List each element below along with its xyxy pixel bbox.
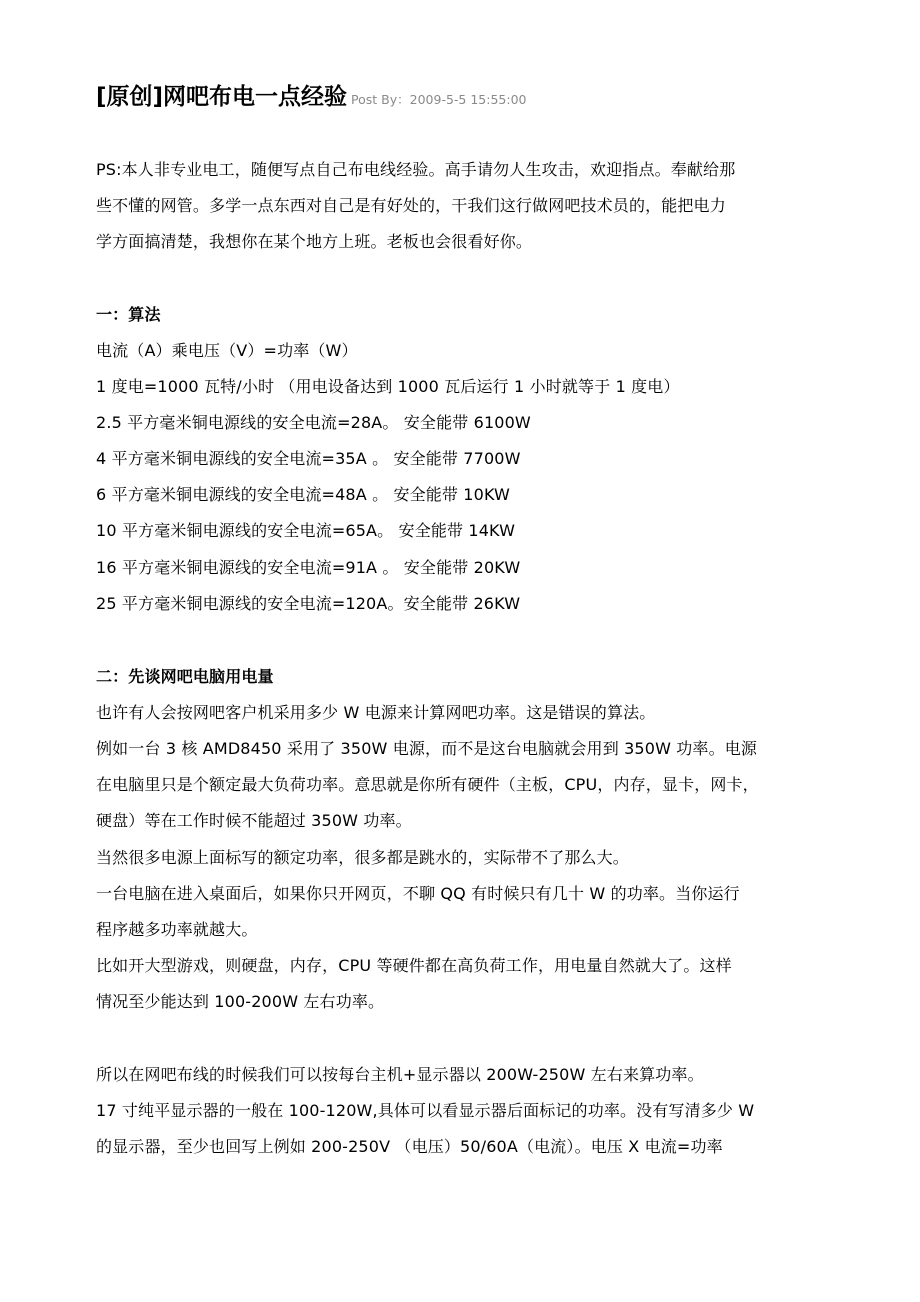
- title-row: [96, 78, 526, 111]
- body-line: 也许有人会按网吧客户机采用多少 W 电源来计算网吧功率。这是错误的算法。: [96, 703, 656, 722]
- body-line: 程序越多功率就越大。: [96, 920, 258, 939]
- document-title: [原创]网吧布电一点经验: [96, 84, 348, 110]
- body-line: 情况至少能达到 100-200W 左右功率。: [96, 992, 385, 1011]
- body-line: 1 度电=1000 瓦特/小时 （用电设备达到 1000 瓦后运行 1 小时就等于 1 度电）: [96, 377, 680, 396]
- intro-line: PS:本人非专业电工，随便写点自己布电线经验。高手请勿人生攻击，欢迎指点。奉献给那: [96, 160, 736, 179]
- body-line: 25 平方毫米铜电源线的安全电流=120A。安全能带 26KW: [96, 594, 521, 613]
- body-line: 硬盘）等在工作时候不能超过 350W 功率。: [96, 811, 412, 830]
- body-line: 4 平方毫米铜电源线的安全电流=35A 。 安全能带 7700W: [96, 449, 521, 468]
- body-line: 例如一台 3 核 AMD8450 采用了 350W 电源，而不是这台电脑就会用到 350W 功率。电源: [96, 739, 758, 758]
- body-line: 在电脑里只是个额定最大负荷功率。意思就是你所有硬件（主板，CPU，内存，显卡，网卡，: [96, 775, 759, 794]
- body-line: 的显示器，至少也回写上例如 200-250V （电压）50/60A（电流）。电压 X 电流=功率: [96, 1137, 723, 1156]
- body-line: 一台电脑在进入桌面后，如果你只开网页，不聊 QQ 有时候只有几十 W 的功率。当你运行: [96, 884, 740, 903]
- body-line: 16 平方毫米铜电源线的安全电流=91A 。 安全能带 20KW: [96, 558, 521, 577]
- body-line: 17 寸纯平显示器的一般在 100-120W,具体可以看显示器后面标记的功率。没有写清多少 W: [96, 1101, 755, 1120]
- intro-line: 些不懂的网管。多学一点东西对自己是有好处的，干我们这行做网吧技术员的，能把电力: [96, 196, 726, 215]
- body-line: 所以在网吧布线的时候我们可以按每台主机+显示器以 200W-250W 左右来算功率。: [96, 1065, 704, 1084]
- section-heading: 二：先谈网吧电脑用电量: [96, 667, 274, 686]
- body-line: 2.5 平方毫米铜电源线的安全电流=28A。 安全能带 6100W: [96, 413, 531, 432]
- post-meta: Post By：2009-5-5 15:55:00: [351, 92, 527, 107]
- body-line: 当然很多电源上面标写的额定功率，很多都是跳水的，实际带不了那么大。: [96, 848, 629, 867]
- intro-line: 学方面搞清楚，我想你在某个地方上班。老板也会很看好你。: [96, 232, 533, 251]
- section-heading: 一：算法: [96, 305, 161, 324]
- body-line: 比如开大型游戏，则硬盘，内存，CPU 等硬件都在高负荷工作，用电量自然就大了。这样: [96, 956, 732, 975]
- body-line: 10 平方毫米铜电源线的安全电流=65A。 安全能带 14KW: [96, 521, 516, 540]
- body-line: 6 平方毫米铜电源线的安全电流=48A 。 安全能带 10KW: [96, 485, 510, 504]
- body-line: 电流（A）乘电压（V）=功率（W）: [96, 341, 358, 360]
